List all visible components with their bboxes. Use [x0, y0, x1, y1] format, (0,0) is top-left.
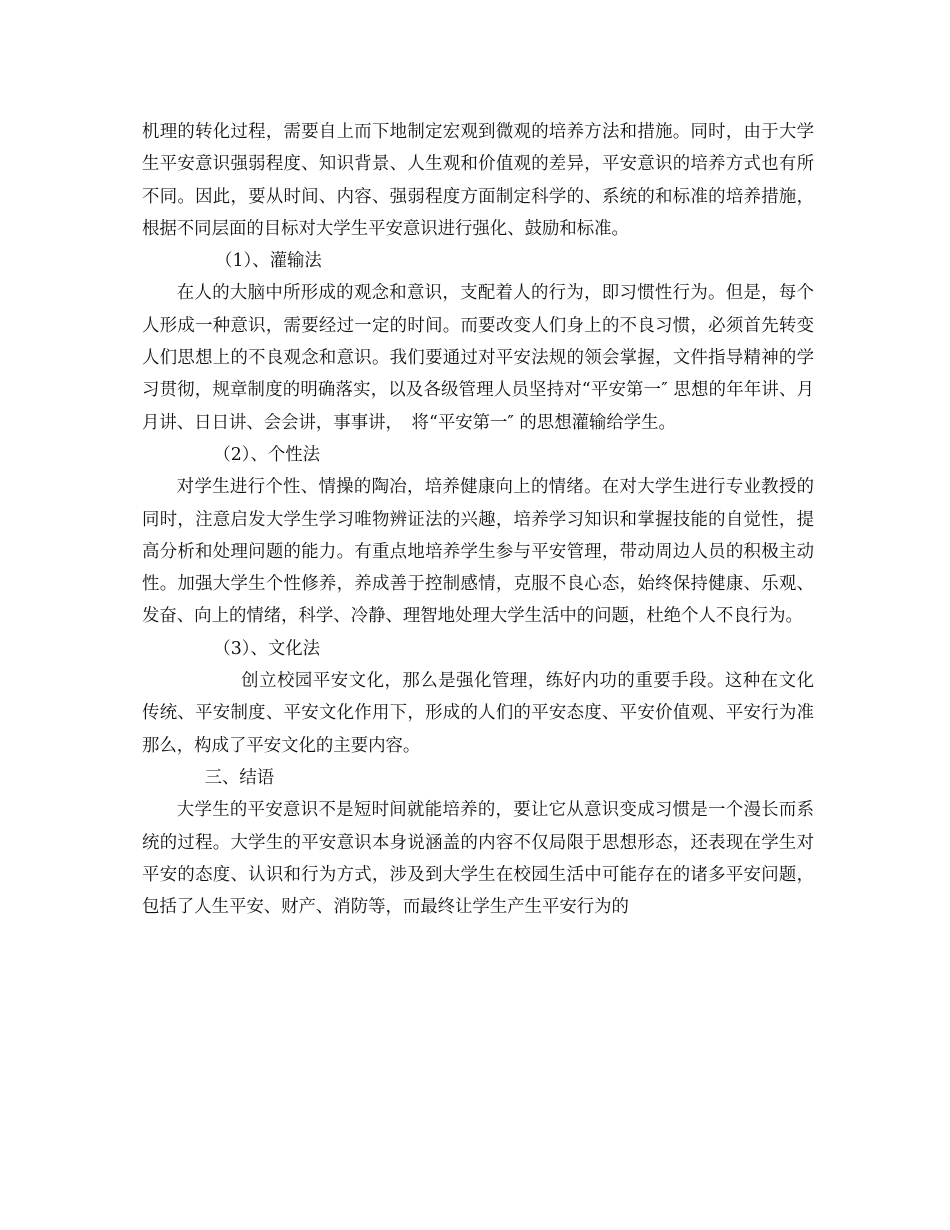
- heading-personality-method: （2）、个性法: [213, 444, 321, 465]
- heading-indoctrination-method: （1）、灌输法: [215, 251, 322, 272]
- paragraph-conclusion: 大学生的平安意识不是短时间就能培养的，要让它从意识变成习惯是一个漫长而系统的过程。大学生的平安意识本身说涵盖的内容不仅局限于思想形态，还表现在学生对平安的态度、认识和行为方式，涉及到大学生在校园生活中可能存在的诸多平安问题，包括了人生平安、财产、消防等，而最终让学生产生平安行为的: [142, 800, 814, 918]
- paragraph-intro-continuation: 机理的转化过程，需要自上而下地制定宏观到微观的培养方法和措施。同时，由于大学生平安意识强弱程度、知识背景、人生观和价值观的差异，平安意识的培养方式也有所不同。因此，要从时间、内容、强弱程度方面制定科学的、系统的和标准的培养措施，根据不同层面的目标对大学生平安意识进行强化、鼓励和标准。: [142, 122, 814, 239]
- document-body: [142, 116, 814, 923]
- paragraph-personality: 对学生进行个性、情操的陶冶，培养健康向上的情绪。在对大学生进行专业教授的同时，注意启发大学生学习唯物辨证法的兴趣，培养学习知识和掌握技能的自觉性，提高分析和处理问题的能力。有重点地培养学生参与平安管理，带动周边人员的积极主动性。加强大学生个性修养，养成善于控制感情，克服不良心态，始终保持健康、乐观、发奋、向上的情绪，科学、冷静、理智地处理大学生活中的问题，杜绝个人不良行为。: [142, 477, 814, 627]
- heading-culture-method: （3）、文化法: [213, 638, 321, 659]
- paragraph-indoctrination: 在人的大脑中所形成的观念和意识，支配着人的行为，即习惯性行为。但是，每个人形成一种意识，需要经过一定的时间。而要改变人们身上的不良习惯，必须首先转变人们思想上的不良观念和意识。我们要通过对平安法规的领会掌握，文件指导精神的学习贯彻，规章制度的明确落实，以及各级管理人员坚持对“平安第一″ 思想的年年讲、月月讲、日日讲、会会讲，事事讲， 将“平安第一″ 的思想灌输给学生。: [142, 283, 814, 433]
- heading-conclusion: 三、结语: [204, 767, 275, 788]
- paragraph-culture: 创立校园平安文化，那么是强化管理，练好内功的重要手段。这种在文化传统、平安制度、平安文化作用下，形成的人们的平安态度、平安价值观、平安行为准那么，构成了平安文化的主要内容。: [142, 671, 814, 756]
